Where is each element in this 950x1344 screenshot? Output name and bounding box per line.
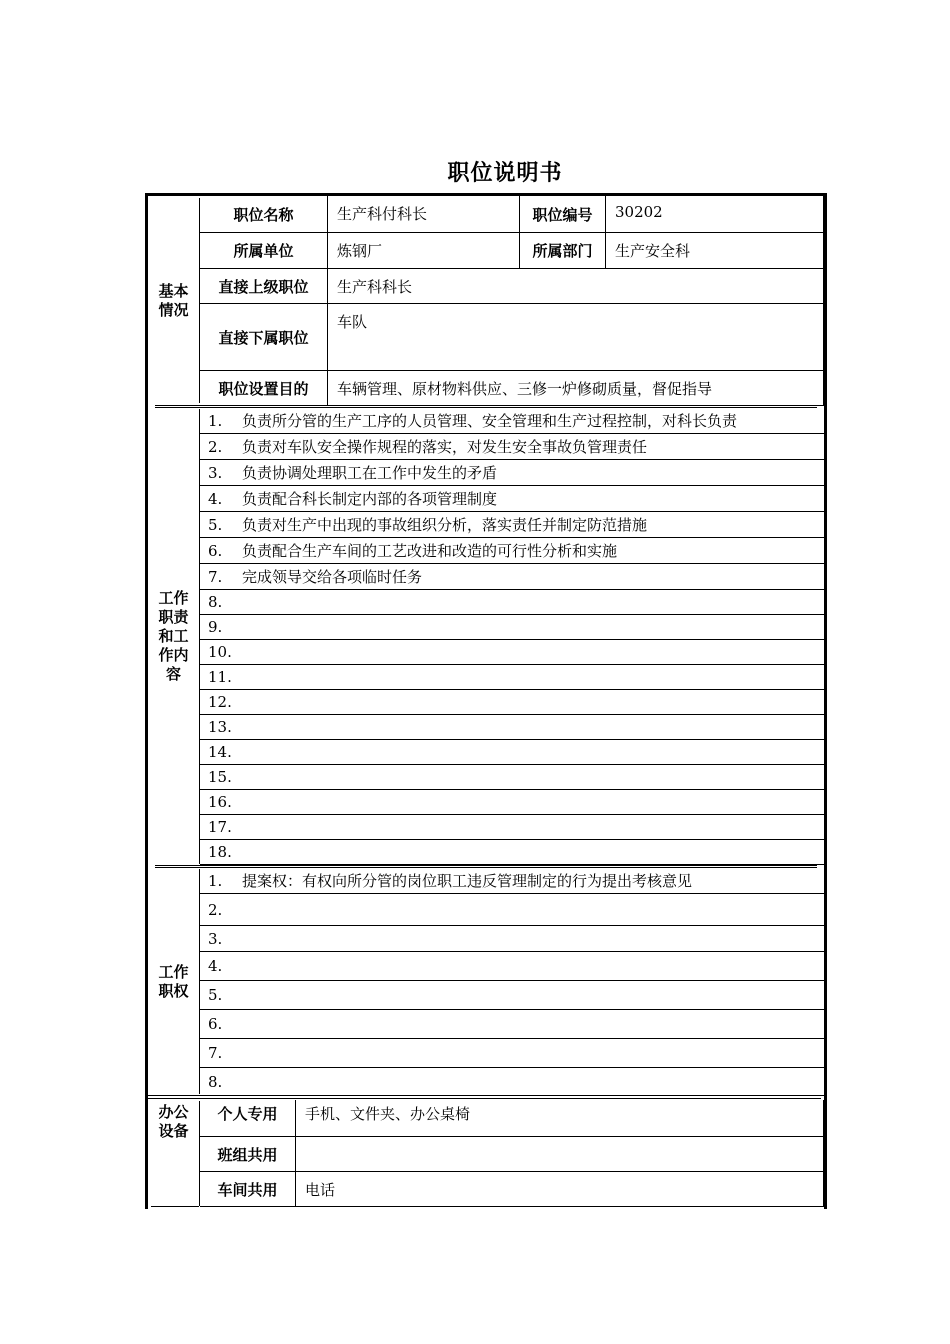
list-item	[200, 926, 824, 952]
list-item	[200, 1068, 824, 1096]
list-item	[200, 434, 824, 460]
item-text: 负责配合生产车间的工艺改进和改造的可行性分析和实施	[242, 542, 618, 560]
item-number: 13.	[208, 718, 232, 736]
item-text: 负责协调处理职工在工作中发生的矛盾	[242, 464, 498, 482]
list-item	[200, 538, 824, 564]
item-number: 1.	[208, 871, 223, 890]
personal-value: 手机、文件夹、办公桌椅	[296, 1100, 824, 1137]
team-label: 班组共用	[200, 1137, 296, 1172]
item-number: 5.	[208, 515, 223, 534]
list-item	[200, 840, 824, 865]
item-number: 8.	[208, 593, 223, 611]
item-number: 1.	[208, 411, 223, 430]
purpose-label: 职位设置目的	[200, 371, 328, 406]
item-number: 7.	[208, 1044, 223, 1062]
item-text: 负责所分管的生产工序的人员管理、安全管理和生产过程控制，对科长负责	[242, 412, 738, 430]
list-item	[200, 868, 824, 894]
item-number: 2.	[208, 900, 223, 919]
dept-label: 所属部门	[520, 233, 606, 269]
list-item	[200, 590, 824, 615]
personal-label: 个人专用	[200, 1100, 296, 1137]
team-value	[296, 1137, 824, 1172]
item-number: 10.	[208, 643, 232, 661]
list-item	[200, 815, 824, 840]
item-text: 负责对生产中出现的事故组织分析，落实责任并制定防范措施	[242, 516, 648, 534]
item-number: 16.	[208, 793, 232, 811]
workshop-label: 车间共用	[200, 1172, 296, 1207]
item-number: 11.	[208, 668, 232, 686]
item-number: 8.	[208, 1072, 223, 1091]
dept-value: 生产安全科	[606, 233, 824, 269]
item-number: 9.	[208, 618, 223, 636]
item-text: 完成领导交给各项临时任务	[242, 568, 423, 586]
item-text: 提案权：有权向所分管的岗位职工违反管理制定的行为提出考核意见	[242, 872, 693, 890]
item-number: 6.	[208, 541, 223, 560]
document-title: 职位说明书	[447, 161, 563, 186]
list-item	[200, 615, 824, 640]
purpose-value: 车辆管理、原材物料供应、三修一炉修砌质量，督促指导	[328, 371, 824, 406]
list-item	[200, 665, 824, 690]
list-item	[200, 740, 824, 765]
section-equipment-label: 办公 设备	[148, 1101, 200, 1206]
item-number: 3.	[208, 929, 223, 948]
position-name-label: 职位名称	[200, 196, 328, 233]
bottom-left-rule	[151, 1206, 199, 1207]
list-item	[200, 486, 824, 512]
list-item	[200, 790, 824, 815]
section-authority-label: 工作 职权	[148, 869, 200, 1094]
unit-value: 炼钢厂	[328, 233, 520, 269]
subordinate-value: 车队	[328, 304, 824, 371]
superior-label: 直接上级职位	[200, 269, 328, 304]
item-number: 3.	[208, 463, 223, 482]
item-number: 5.	[208, 986, 223, 1004]
list-item	[200, 640, 824, 665]
item-number: 7.	[208, 567, 223, 586]
position-no-value: 30202	[606, 196, 824, 233]
superior-value: 生产科科长	[328, 269, 824, 304]
item-number: 12.	[208, 693, 232, 711]
item-number: 14.	[208, 743, 232, 761]
list-item	[200, 690, 824, 715]
list-item	[200, 564, 824, 590]
item-number: 4.	[208, 957, 223, 975]
subordinate-label: 直接下属职位	[200, 304, 328, 371]
item-text: 负责配合科长制定内部的各项管理制度	[242, 490, 498, 508]
list-item	[200, 715, 824, 740]
unit-label: 所属单位	[200, 233, 328, 269]
list-item	[200, 894, 824, 926]
item-number: 18.	[208, 843, 232, 861]
section-duties-label: 工作 职责 和工 作内 容	[148, 409, 200, 864]
list-item	[200, 765, 824, 790]
list-item	[200, 952, 824, 981]
item-number: 17.	[208, 818, 232, 836]
section-basic-label: 基本 情况	[148, 198, 200, 403]
list-item	[200, 512, 824, 538]
list-item	[200, 408, 824, 434]
item-number: 15.	[208, 768, 232, 786]
item-text: 负责对车队安全操作规程的落实，对发生安全事故负管理责任	[242, 438, 648, 456]
item-number: 4.	[208, 489, 223, 508]
position-no-label: 职位编号	[520, 196, 606, 233]
list-item	[200, 1010, 824, 1039]
section-divider	[148, 1095, 821, 1099]
item-number: 6.	[208, 1015, 223, 1033]
workshop-value: 电话	[296, 1172, 824, 1207]
list-item	[200, 1039, 824, 1068]
item-number: 2.	[208, 437, 223, 456]
position-name-value: 生产科付科长	[328, 196, 520, 233]
list-item	[200, 460, 824, 486]
list-item	[200, 981, 824, 1010]
